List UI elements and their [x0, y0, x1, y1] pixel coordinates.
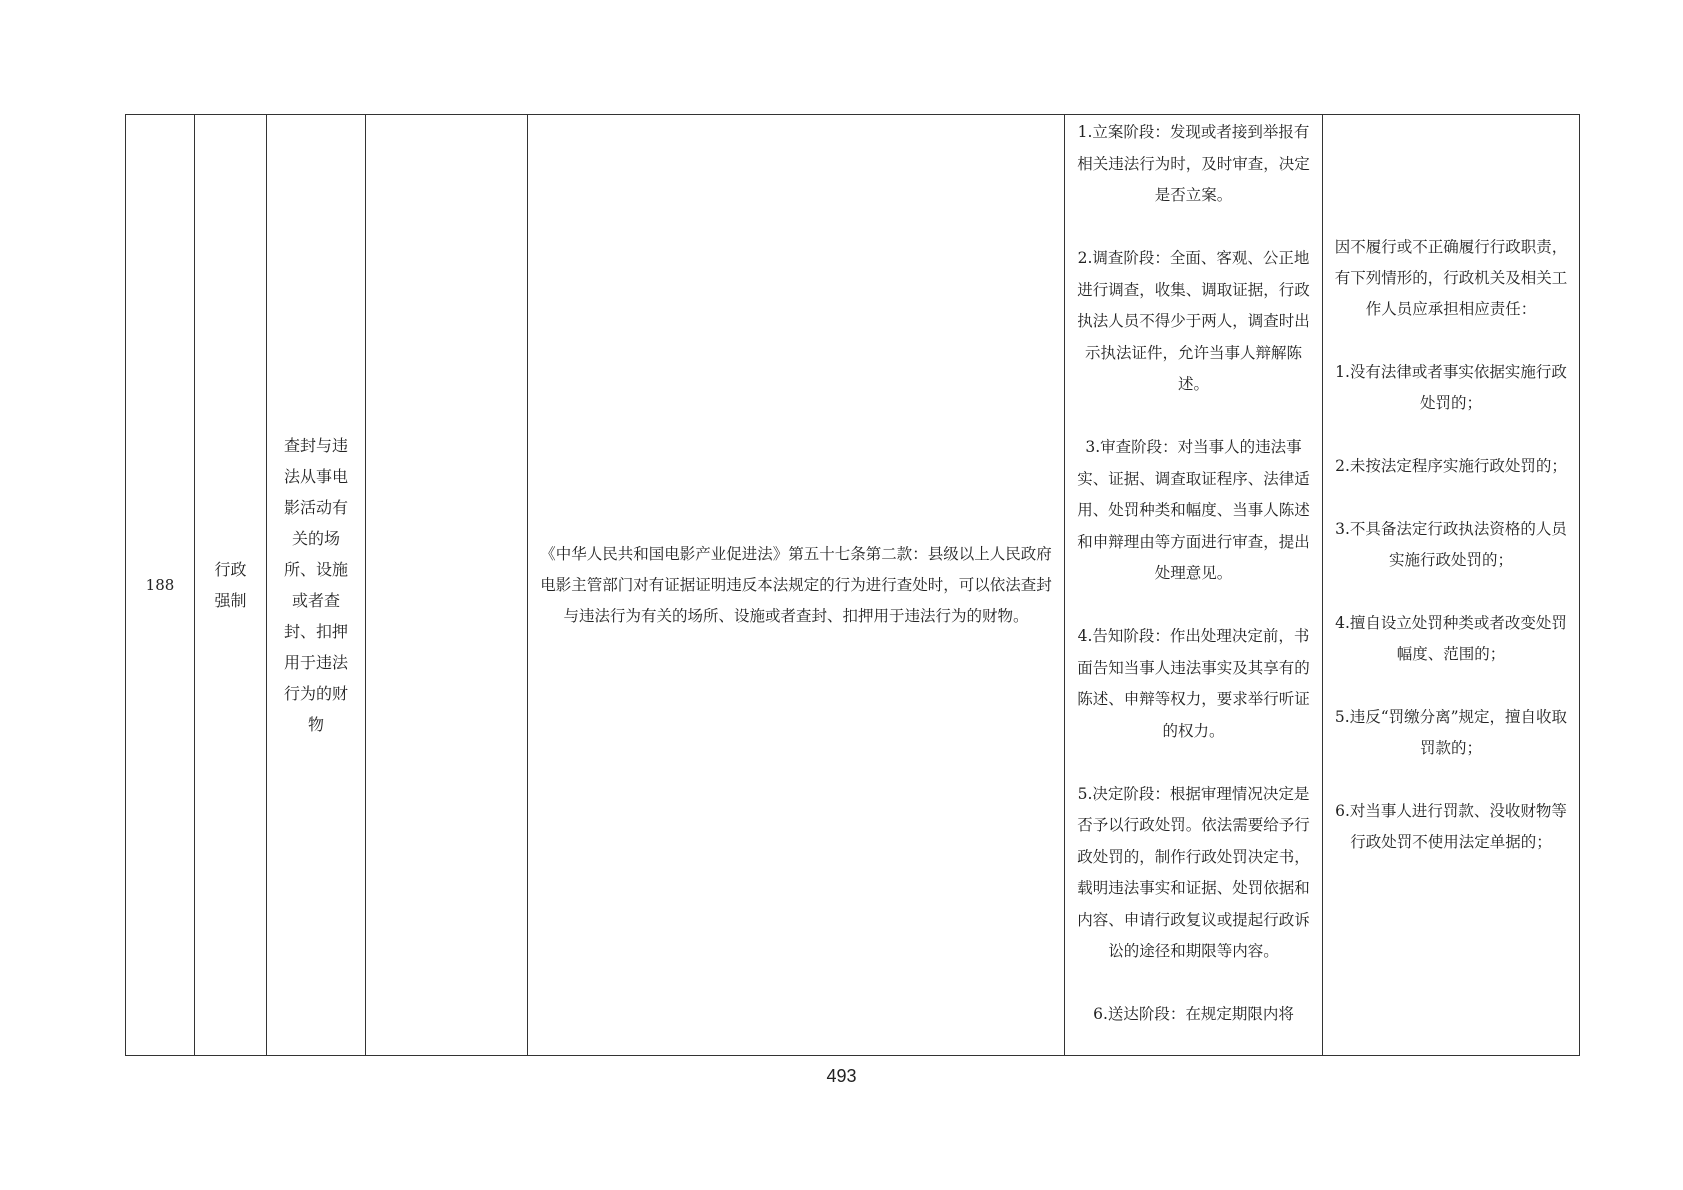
- responsibility-3: 3.不具备法定行政执法资格的人员实施行政处罚的；: [1335, 520, 1567, 569]
- category-cell: [195, 115, 267, 1056]
- legal-basis-cell: [528, 115, 1065, 1056]
- step-6: 6.送达阶段：在规定期限内将: [1093, 1005, 1294, 1023]
- row-number: 188: [126, 115, 195, 1056]
- process-steps: [1065, 115, 1322, 1031]
- responsibility-list: [1323, 232, 1579, 938]
- item-name-cell: [267, 115, 366, 1056]
- responsibility-6: 6.对当事人进行罚款、没收财物等行政处罚不使用法定单据的；: [1335, 802, 1567, 851]
- legal-basis-text: 《中华人民共和国电影产业促进法》第五十七条第二款：县级以上人民政府电影主管部门对有证据证明违反本法规定的行为进行查处时，可以依法查封与违法行为有关的场所、设施或者查封、扣押用于违法行为的财物。: [540, 544, 1052, 625]
- category-text: 行政强制: [214, 560, 247, 610]
- subitem-cell: [366, 115, 528, 1056]
- responsibility-2: 2.未按法定程序实施行政处罚的；: [1335, 457, 1567, 475]
- responsibility-1: 1.没有法律或者事实依据实施行政处罚的；: [1335, 363, 1567, 412]
- process-steps-cell: [1065, 115, 1323, 1056]
- responsibility-5: 5.违反“罚缴分离”规定，擅自收取罚款的；: [1334, 708, 1568, 757]
- step-2: 2.调查阶段：全面、客观、公正地进行调查，收集、调取证据，行政执法人员不得少于两人，调查时出示执法证件，允许当事人辩解陈述。: [1077, 249, 1310, 393]
- item-name-text: 查封与违法从事电影活动有关的场所、设施或者查封、扣押用于违法行为的财物: [283, 436, 348, 734]
- responsibility-intro: 因不履行或不正确履行行政职责，有下列情形的，行政机关及相关工作人员应承担相应责任：: [1334, 238, 1568, 318]
- table-row: [126, 115, 1580, 1056]
- record-table: [125, 114, 1580, 1056]
- responsibility-cell: [1323, 115, 1580, 1056]
- step-5: 5.决定阶段：根据审理情况决定是否予以行政处罚。依法需要给予行政处罚的，制作行政处罚决定书，载明违法事实和证据、处罚依据和内容、申请行政复议或提起行政诉讼的途径和期限等内容。: [1077, 784, 1310, 960]
- step-3: 3.审查阶段：对当事人的违法事实、证据、调查取证程序、法律适用、处罚种类和幅度、当事人陈述和申辩理由等方面进行审查，提出处理意见。: [1077, 438, 1310, 582]
- responsibility-4: 4.擅自设立处罚种类或者改变处罚幅度、范围的；: [1335, 614, 1567, 663]
- step-1: 1.立案阶段：发现或者接到举报有相关违法行为时，及时审查，决定是否立案。: [1077, 123, 1310, 204]
- step-4: 4.告知阶段：作出处理决定前，书面告知当事人违法事实及其享有的陈述、申辩等权力，要求举行听证的权力。: [1077, 627, 1310, 740]
- page-number: 493: [826, 1066, 857, 1086]
